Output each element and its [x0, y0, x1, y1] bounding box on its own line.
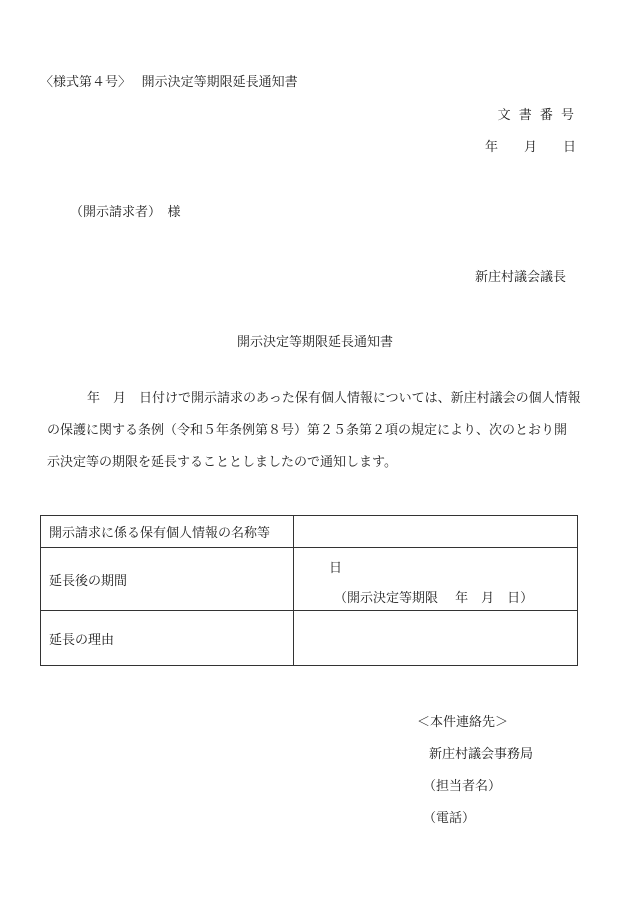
info-name-label: 開示請求に係る保有個人情報の名称等: [41, 516, 294, 548]
document-number-label: 文 書 番 号: [497, 108, 576, 123]
contact-phone: （電話）: [423, 811, 476, 826]
recipient: （開示請求者） 様: [70, 205, 181, 220]
extension-reason-value: [294, 611, 578, 666]
contact-heading: ＜本件連絡先＞: [417, 715, 509, 730]
contact-person: （担当者名）: [423, 779, 502, 794]
date-year: 年: [484, 140, 498, 155]
form-header: 〈様式第４号〉 開示決定等期限延長通知書: [40, 75, 298, 90]
date-day: 日: [562, 140, 576, 155]
extension-reason-label: 延長の理由: [41, 611, 294, 666]
date-line: [485, 136, 576, 155]
info-name-value: [294, 516, 578, 548]
sender: 新庄村議会議長: [474, 270, 566, 285]
decision-deadline: （開示決定等期限 年 月 日）: [334, 591, 534, 606]
info-table: [40, 515, 578, 666]
body-line: の保護に関する条例（令和５年条例第８号）第２５条第２項の規定により、次のとおり開: [47, 423, 568, 438]
contact-office: 新庄村議会事務局: [429, 747, 534, 762]
date-month: 月: [523, 140, 537, 155]
body-text: [47, 388, 587, 484]
body-line: 年 月 日付けで開示請求のあった保有個人情報については、新庄村議会の個人情報: [87, 391, 581, 406]
body-line: 示決定等の期限を延長することとしましたので通知します。: [47, 455, 397, 470]
extension-period-value: [294, 548, 578, 611]
extension-days: 日: [329, 561, 343, 576]
extension-period-label: 延長後の期間: [41, 548, 294, 611]
table-row: [41, 516, 578, 548]
document-title: 開示決定等期限延長通知書: [236, 335, 393, 350]
table-row: [41, 548, 578, 611]
table-row: [41, 611, 578, 666]
